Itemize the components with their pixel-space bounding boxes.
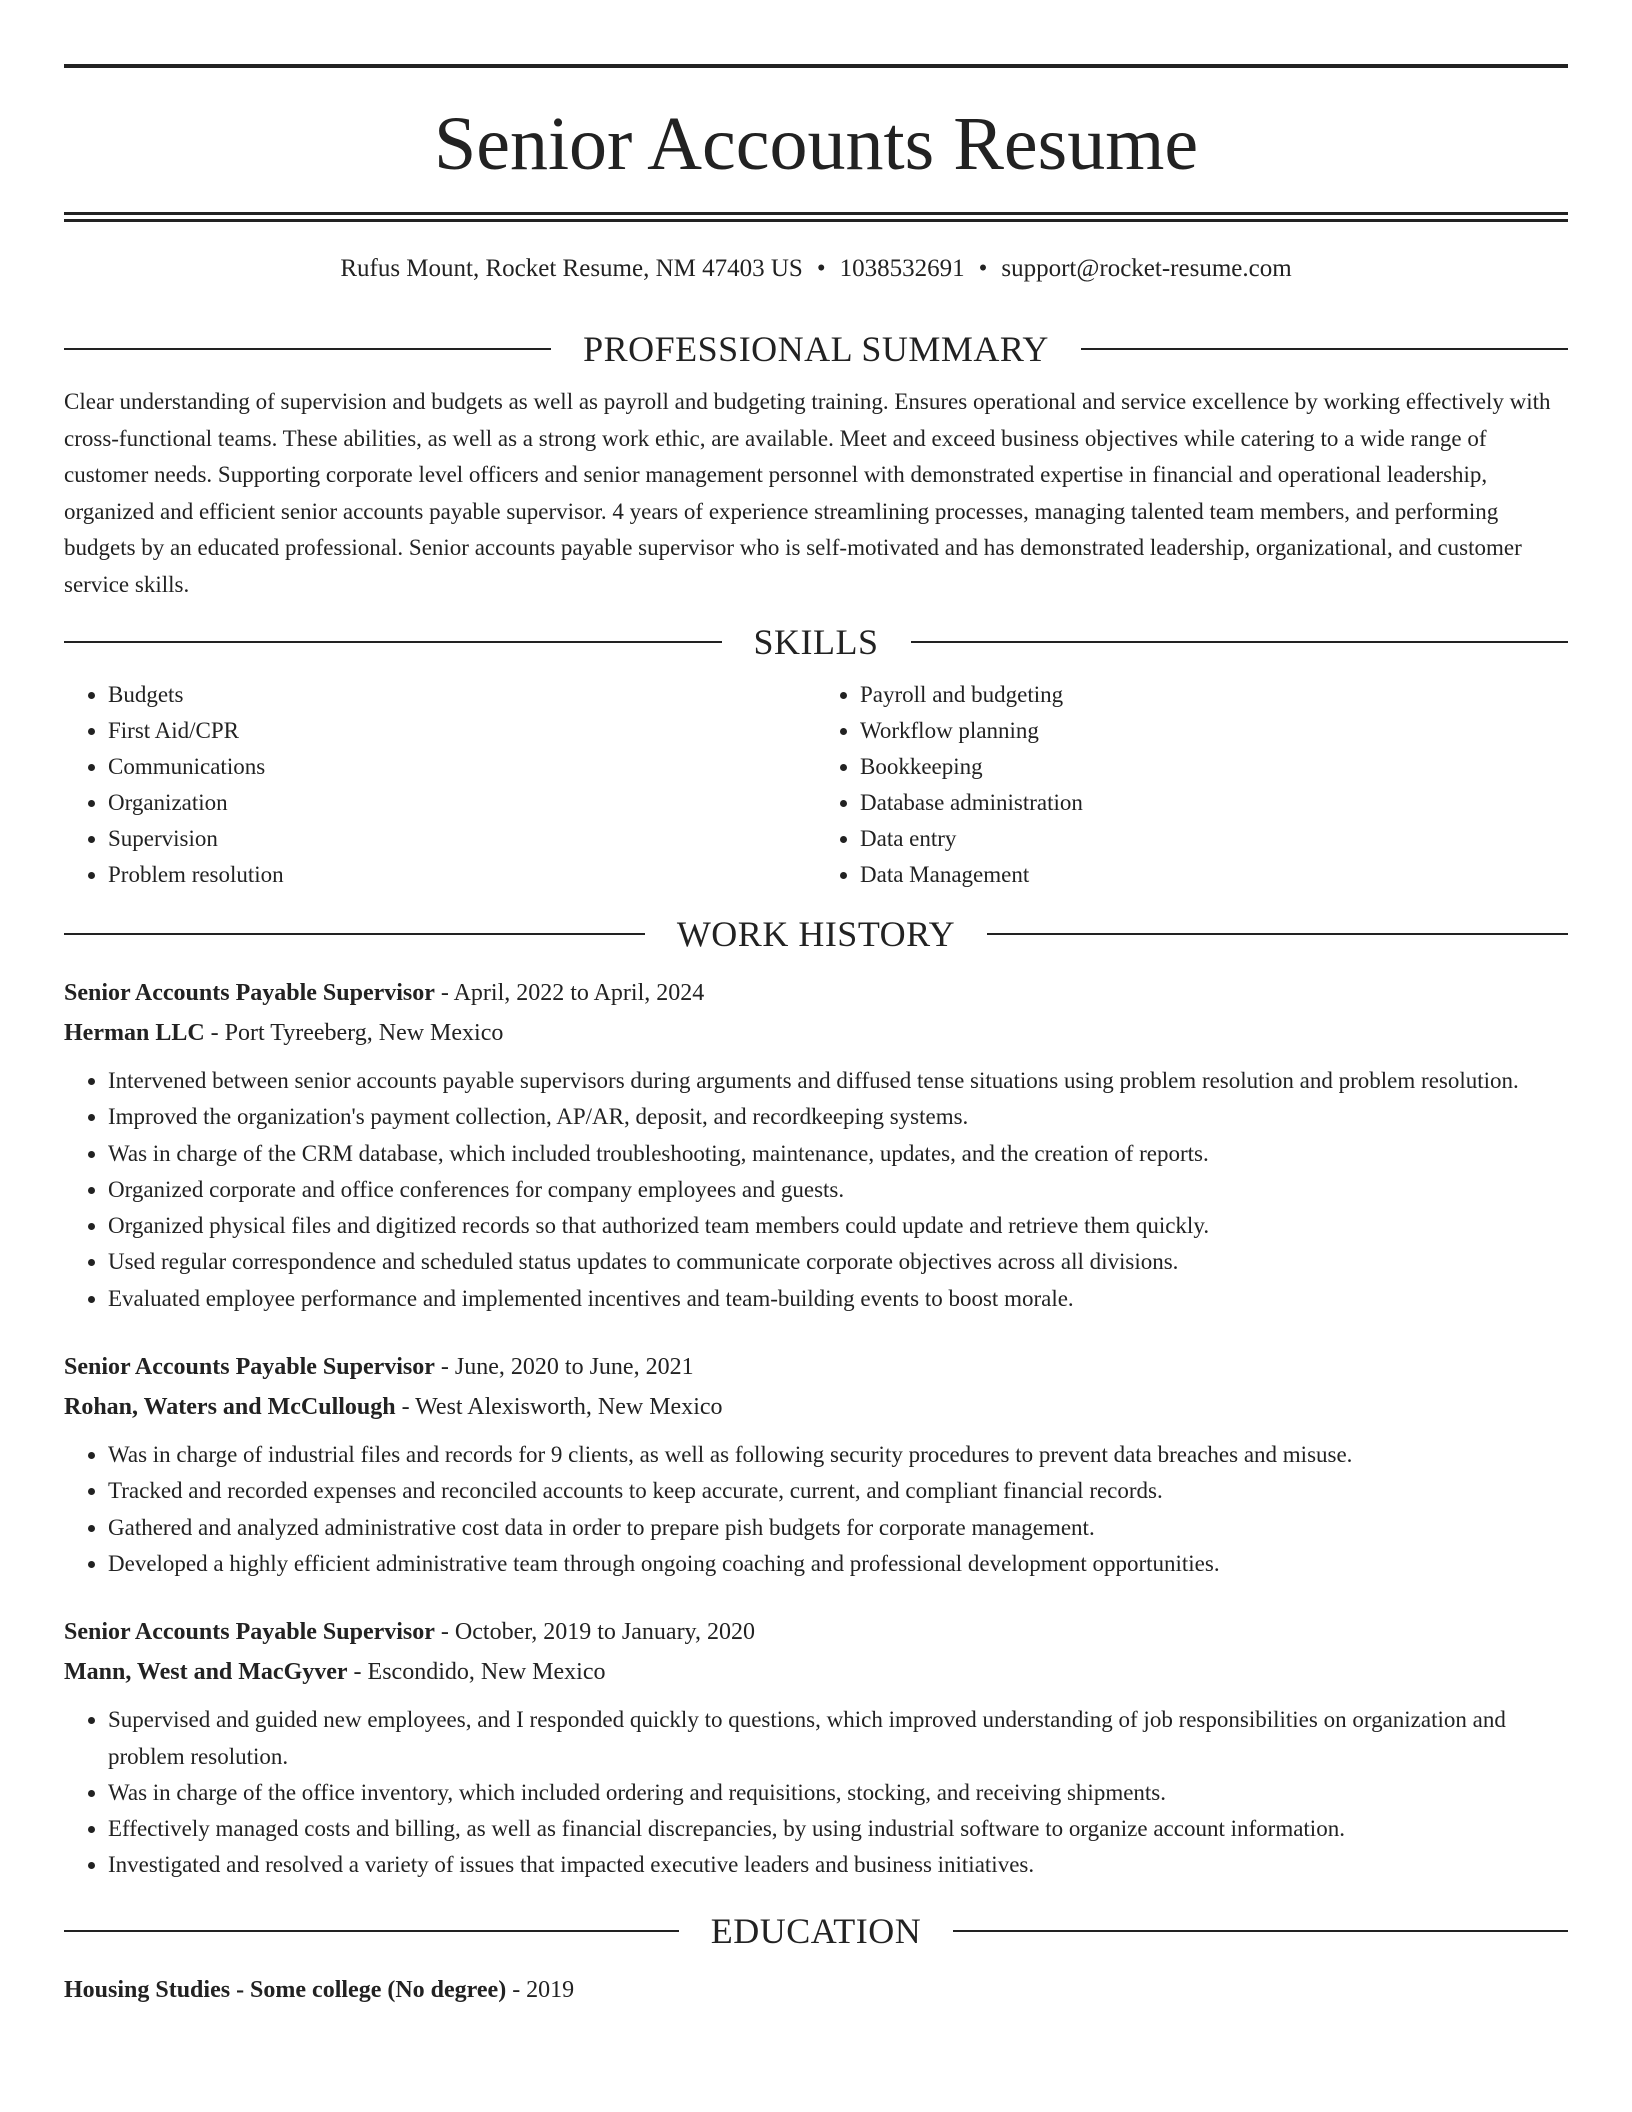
contact-line xyxy=(64,252,1568,286)
job-company: Mann, West and MacGyver xyxy=(64,1659,348,1686)
top-rule xyxy=(64,64,1568,68)
skills-column-right xyxy=(816,677,1568,893)
title-double-rule xyxy=(64,212,1568,222)
job-bullets xyxy=(64,1063,1568,1317)
heading-rule xyxy=(987,933,1568,935)
job-bullet: • Tracked and recorded expenses and reconciled accounts to keep accurate, current, and compliant financial records. xyxy=(108,1473,1568,1509)
contact-address: Rufus Mount, Rocket Resume, NM 47403 US xyxy=(340,255,803,282)
skill-item: • First Aid/CPR xyxy=(108,713,816,749)
job-dates: - June, 2020 to June, 2021 xyxy=(434,1354,694,1381)
education-entry xyxy=(64,1970,1568,2010)
heading-rule xyxy=(64,1930,679,1932)
job-bullet: • Intervened between senior accounts payable supervisors during arguments and diffused tense situations using problem resolution and problem resolution. xyxy=(108,1063,1568,1099)
job-bullet: • Was in charge of industrial files and records for 9 clients, as well as following security procedures to prevent data breaches and misuse. xyxy=(108,1437,1568,1473)
job-title: Senior Accounts Payable Supervisor xyxy=(64,980,435,1006)
job-bullet: • Gathered and analyzed administrative cost data in order to prepare pish budgets for corporate management. xyxy=(108,1510,1568,1546)
job-location: - Port Tyreeberg, New Mexico xyxy=(204,1020,504,1046)
job-location: - West Alexisworth, New Mexico xyxy=(395,1394,723,1421)
job-company-line xyxy=(64,1652,1568,1692)
job-title: Senior Accounts Payable Supervisor xyxy=(64,1354,435,1381)
job-title-line xyxy=(64,1347,1568,1387)
job-bullet: • Investigated and resolved a variety of issues that impacted executive leaders and business initiatives. xyxy=(108,1847,1568,1883)
job-entry xyxy=(64,1612,1568,1883)
job-bullet: • Was in charge of the office inventory, which included ordering and requisitions, stocking, and receiving shipments. xyxy=(108,1775,1568,1811)
job-entry xyxy=(64,973,1568,1317)
skill-item: • Workflow planning xyxy=(860,713,1568,749)
job-bullets xyxy=(64,1702,1568,1883)
heading-rule xyxy=(1081,348,1568,350)
contact-separator: • xyxy=(816,255,826,282)
section-title: EDUCATION xyxy=(710,1910,922,1951)
resume-page xyxy=(64,64,1568,2010)
work-history xyxy=(64,973,1568,1884)
summary-paragraph: Clear understanding of supervision and budgets as well as payroll and budgeting training. Ensures operational and service excellence by working effectively with cross-functional teams. These abilities, as well as a strong work ethic, are available. Meet and exceed business objectives while catering to a wide range of customer needs. Supporting corporate level officers and senior management personnel with demonstrated expertise in financial and operational leadership, organized and efficient senior accounts payable supervisor. 4 years of experience streamlining processes, managing talented team members, and performing budgets by an educated professional. Senior accounts payable supervisor who is self-motivated and has demonstrated leadership, organizational, and customer service skills. xyxy=(64,389,1551,597)
section-title: WORK HISTORY xyxy=(676,914,956,954)
job-bullet: • Organized corporate and office conferences for company employees and guests. xyxy=(108,1172,1568,1208)
skills-list xyxy=(64,677,1568,893)
job-dates: - April, 2022 to April, 2024 xyxy=(434,980,705,1006)
job-bullets xyxy=(64,1437,1568,1582)
job-dates: - October, 2019 to January, 2020 xyxy=(434,1619,755,1646)
job-bullet: • Supervised and guided new employees, and I responded quickly to questions, which improved understanding of job responsibilities on organization and problem resolution. xyxy=(108,1702,1568,1775)
heading-rule xyxy=(911,641,1569,643)
skills-column-left xyxy=(64,677,816,893)
job-company-line xyxy=(64,1387,1568,1427)
skill-item: • Data entry xyxy=(860,821,1568,857)
skill-item: • Database administration xyxy=(860,785,1568,821)
job-bullet: • Effectively managed costs and billing, as well as financial discrepancies, by using industrial software to organize account information. xyxy=(108,1811,1568,1847)
skill-item: • Communications xyxy=(108,749,816,785)
skill-item: • Data Management xyxy=(860,857,1568,893)
section-heading-work xyxy=(64,909,1568,959)
job-title-line xyxy=(64,1612,1568,1652)
heading-rule xyxy=(953,1930,1568,1932)
skill-item: • Bookkeeping xyxy=(860,749,1568,785)
job-location: - Escondido, New Mexico xyxy=(347,1659,606,1686)
resume-title: Senior Accounts Resume xyxy=(433,102,1199,186)
section-heading-education xyxy=(64,1906,1568,1956)
section-heading-skills xyxy=(64,617,1568,667)
job-bullet: • Used regular correspondence and scheduled status updates to communicate corporate objectives across all divisions. xyxy=(108,1244,1568,1280)
section-title: SKILLS xyxy=(753,622,879,662)
job-company-line xyxy=(64,1013,1568,1053)
job-bullet: • Evaluated employee performance and implemented incentives and team-building events to boost morale. xyxy=(108,1281,1568,1317)
skill-item: • Budgets xyxy=(108,677,816,713)
section-heading-summary xyxy=(64,324,1568,374)
contact-separator: • xyxy=(978,255,988,282)
contact-email: support@rocket-resume.com xyxy=(1001,255,1292,282)
section-title: PROFESSIONAL SUMMARY xyxy=(583,329,1049,369)
heading-rule xyxy=(64,933,645,935)
skill-item: • Supervision xyxy=(108,821,816,857)
skill-item: • Payroll and budgeting xyxy=(860,677,1568,713)
contact-phone: 1038532691 xyxy=(839,255,965,282)
heading-rule xyxy=(64,348,551,350)
job-entry xyxy=(64,1347,1568,1582)
skill-item: • Problem resolution xyxy=(108,857,816,893)
job-bullet: • Improved the organization's payment collection, AP/AR, deposit, and recordkeeping systems. xyxy=(108,1099,1568,1135)
job-company: Herman LLC xyxy=(64,1020,205,1046)
job-bullet: • Was in charge of the CRM database, which included troubleshooting, maintenance, updates, and the creation of reports. xyxy=(108,1136,1568,1172)
education-year: - 2019 xyxy=(506,1976,575,2003)
job-bullet: • Organized physical files and digitized records so that authorized team members could update and retrieve them quickly. xyxy=(108,1208,1568,1244)
job-company: Rohan, Waters and McCullough xyxy=(64,1394,396,1421)
skill-item: • Organization xyxy=(108,785,816,821)
job-title: Senior Accounts Payable Supervisor xyxy=(64,1619,435,1646)
job-bullet: • Developed a highly efficient administrative team through ongoing coaching and professional development opportunities. xyxy=(108,1546,1568,1582)
education-degree: Housing Studies - Some college (No degree) xyxy=(64,1976,507,2003)
heading-rule xyxy=(64,641,722,643)
job-title-line xyxy=(64,973,1568,1013)
